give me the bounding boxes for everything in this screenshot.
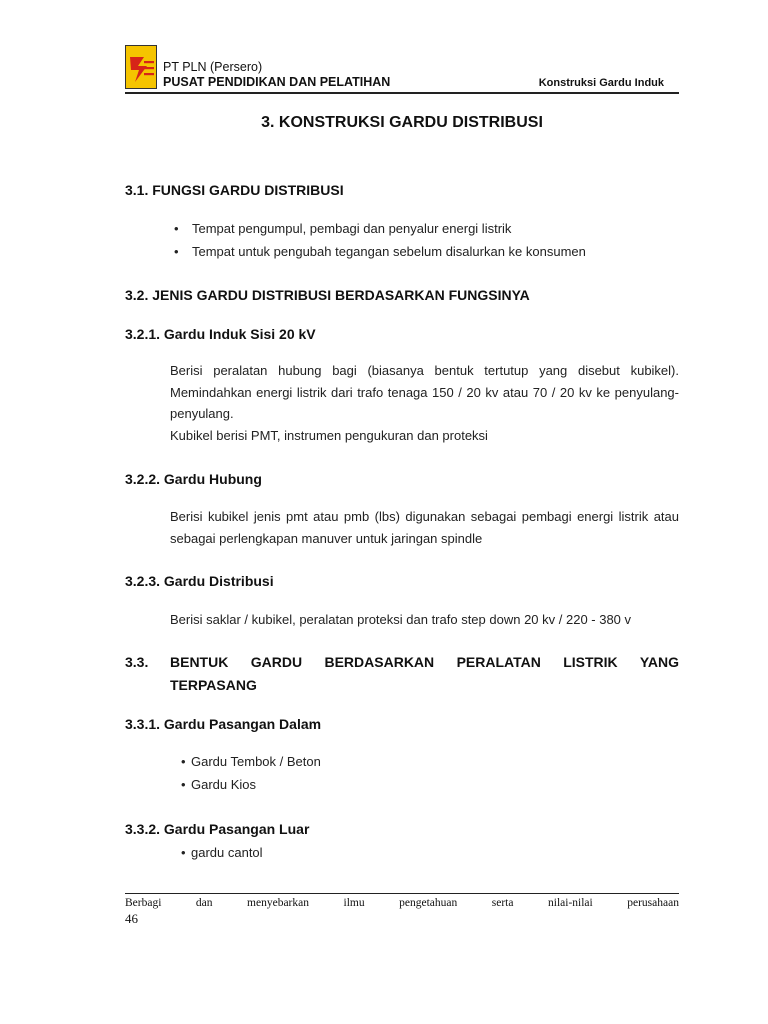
footer-word: menyebarkan	[247, 897, 309, 909]
list-item: • Tempat pengumpul, pembagi dan penyalur energi listrik	[170, 218, 690, 241]
section-3-2-1-paragraph: Berisi peralatan hubung bagi (biasanya bentuk tertutup yang disebut kubikel). Memindahkan energi listrik dari trafo tenaga 150 / 20 kv atau 70 / 20 kv ke penyulang-penyulang.	[170, 363, 679, 421]
footer-word: pengetahuan	[399, 897, 458, 909]
list-item: • gardu cantol	[181, 842, 581, 865]
page-title: 3. KONSTRUKSI GARDU DISTRIBUSI	[261, 114, 543, 131]
section-3-3-heading-line2: TERPASANG	[170, 677, 257, 693]
section-3-3-1-heading: 3.3.1. Gardu Pasangan Dalam	[125, 716, 322, 732]
section-3-2-2-heading: 3.2.2. Gardu Hubung	[125, 471, 262, 487]
section-3-3-1-list	[181, 751, 581, 796]
section-3-2-3-paragraph: Berisi saklar / kubikel, peralatan proteksi dan trafo step down 20 kv / 220 - 380 v	[170, 612, 632, 627]
section-3-3-number: 3.3.	[125, 654, 149, 670]
header-org-unit: PUSAT PENDIDIKAN DAN PELATIHAN	[163, 75, 391, 89]
footer-word: nilai-nilai	[548, 897, 593, 909]
pln-lightning-logo	[125, 45, 157, 89]
list-item: • Gardu Kios	[181, 774, 581, 797]
section-3-3-2-heading: 3.3.2. Gardu Pasangan Luar	[125, 821, 310, 837]
footer-word: serta	[491, 897, 514, 909]
footer-divider	[125, 893, 679, 894]
list-item: • Gardu Tembok / Beton	[181, 751, 581, 774]
section-3-2-2-paragraph: Berisi kubikel jenis pmt atau pmb (lbs) digunakan sebagai pembagi energi listrik atau sebagai perlengkapan manuver untuk jaringan spindle	[170, 509, 679, 546]
footer-tagline	[125, 897, 679, 909]
section-3-2-heading: 3.2. JENIS GARDU DISTRIBUSI BERDASARKAN FUNGSINYA	[125, 287, 530, 303]
header-org-name: PT PLN (Persero)	[163, 60, 263, 74]
section-3-2-1-heading: 3.2.1. Gardu Induk Sisi 20 kV	[125, 326, 316, 342]
section-3-1-list	[170, 218, 690, 263]
section-3-2-3-heading: 3.2.3. Gardu Distribusi	[125, 573, 274, 589]
header-doc-title: Konstruksi Gardu Induk	[538, 77, 664, 89]
header-divider	[125, 92, 679, 94]
section-3-3-heading-line1: BENTUK GARDU BERDASARKAN PERALATAN LISTRIK YANG	[170, 654, 679, 670]
section-3-1-heading: 3.1. FUNGSI GARDU DISTRIBUSI	[125, 182, 344, 198]
footer-word: dan	[195, 897, 213, 909]
footer-word: ilmu	[343, 897, 365, 909]
footer-word: perusahaan	[627, 897, 679, 909]
list-item: • Tempat untuk pengubah tegangan sebelum disalurkan ke konsumen	[170, 241, 690, 264]
footer-word: Berbagi	[125, 897, 162, 909]
page-number: 46	[125, 911, 138, 926]
section-3-3-2-list	[181, 842, 581, 865]
section-3-2-1-paragraph-2: Kubikel berisi PMT, instrumen pengukuran dan proteksi	[170, 428, 488, 443]
